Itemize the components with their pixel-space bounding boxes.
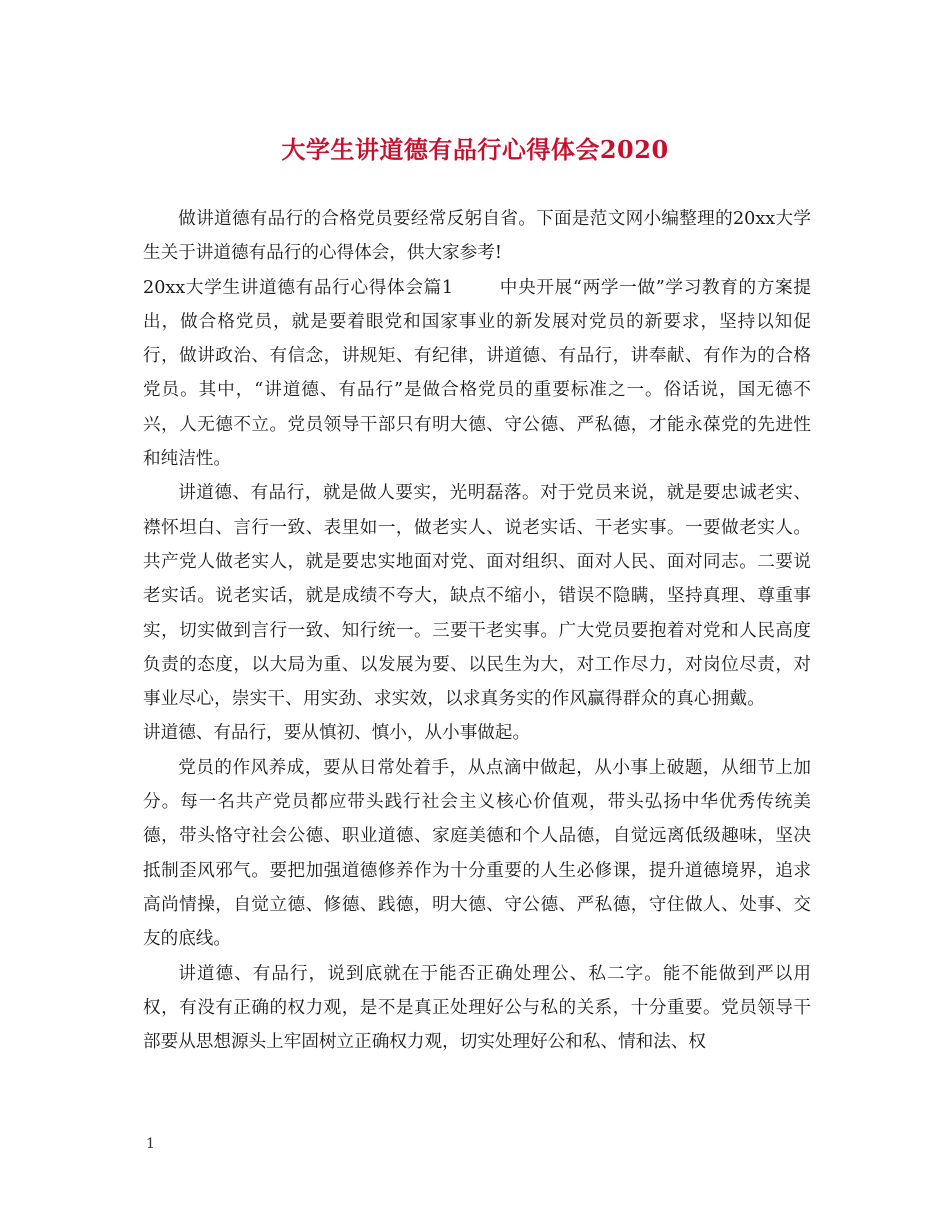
- paragraph-2-main: 讲道德、有品行，就是做人要实，光明磊落。对于党员来说，就是要忠诚老实、襟怀坦白、言行一致、表里如一，做老实人、说老实话、干老实事。一要做老实人。共产党人做老实人，就是要忠实地面对党、面对组织、面对人民、面对同志。二要说老实话。说老实话，就是成绩不夸大，缺点不缩小，错误不隐瞒，坚持真理、尊重事实，切实做到言行一致、知行统一。三要干老实事。广大党员要抱着对党和人民高度负责的态度，以大局为重、以发展为要、以民生为大，对工作尽力，对岗位尽责，对事业尽心，崇实干、用实劲、求实效，以求真务实的作风赢得群众的真心拥戴。: [143, 483, 811, 710]
- document-title: 大学生讲道德有品行心得体会2020: [281, 135, 669, 164]
- section-paragraph: [143, 271, 811, 477]
- paragraph-2-tail: 讲道德、有品行，要从慎初、慎小，从小事做起。: [143, 723, 531, 744]
- page-number: 1: [146, 1136, 155, 1152]
- section-heading: 20xx大学生讲道德有品行心得体会篇1: [143, 277, 454, 298]
- paragraph-4: 讲道德、有品行，说到底就在于能否正确处理公、私二字。能不能做到严以用权，有没有正确的权力观，是不是真正处理好公与私的关系，十分重要。党员领导干部要从思想源头上牢固树立正确权力观，切实处理好公和私、情和法、权: [143, 963, 811, 1053]
- paragraph-2: [143, 476, 811, 750]
- document-body: [143, 202, 811, 1059]
- paragraph-1: 中央开展“两学一做”学习教育的方案提出，做合格党员，就是要着眼党和国家事业的新发展对党员的新要求，坚持以知促行，做讲政治、有信念，讲规矩、有纪律，讲道德、有品行，讲奉献、有作为的合格党员。其中，“讲道德、有品行”是做合格党员的重要标准之一。俗话说，国无德不兴，人无德不立。党员领导干部只有明大德、守公德、严私德，才能永葆党的先进性和纯洁性。: [143, 277, 811, 470]
- paragraph-3: 党员的作风养成，要从日常处着手，从点滴中做起，从小事上破题，从细节上加分。每一名共产党员都应带头践行社会主义核心价值观，带头弘扬中华优秀传统美德，带头恪守社会公德、职业道德、家庭美德和个人品德，自觉远离低级趣味，坚决抵制歪风邪气。要把加强道德修养作为十分重要的人生必修课，提升道德境界，追求高尚情操，自觉立德、修德、践德，明大德、守公德、严私德，守住做人、处事、交友的底线。: [143, 757, 811, 950]
- intro-paragraph: 做讲道德有品行的合格党员要经常反躬自省。下面是范文网小编整理的20xx大学生关于讲道德有品行的心得体会，供大家参考!: [143, 209, 811, 264]
